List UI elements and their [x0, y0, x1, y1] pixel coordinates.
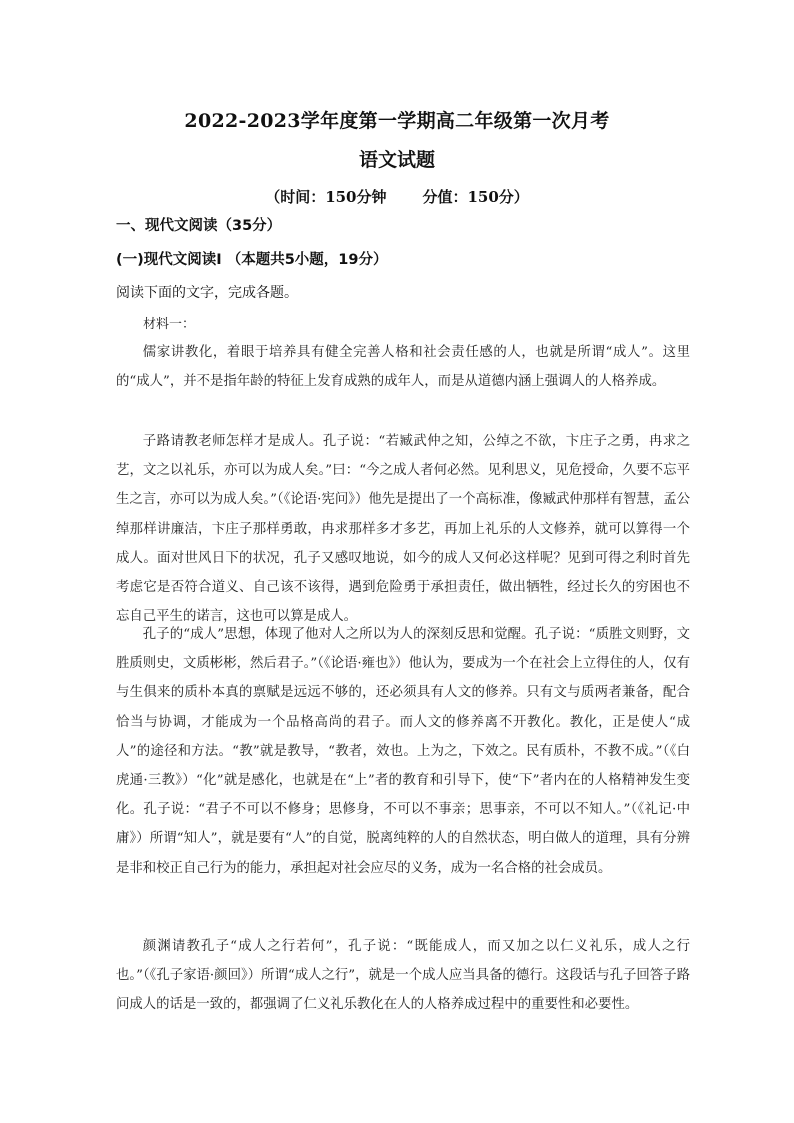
section-heading: 一、现代文阅读（35分） [116, 218, 282, 234]
reading-instruction: 阅读下面的文字，完成各题。 [116, 285, 298, 301]
material-label: 材料一： [143, 317, 196, 332]
material-paragraph: 孔子的“成人”思想，体现了他对人之所以为人的深刻反思和觉醒。孔子说：“质胜文则野，文胜质则史，文质彬彬，然后君子。”（《论语·雍也》）他认为，要成为一个在社会上立得住的人，仅有与生俱来的质朴本真的禀赋是远远不够的，还必须具有人文的修养。只有文与质两者兼备，配合恰当与协调，才能成为一个品格高尚的君子。而人文的修养离不开教化。教化，正是使人“成人”的途径和方法。“教”就是教导，“教者，效也。上为之，下效之。民有质朴，不教不成。”（《白虎通·三教》）“化”就是感化，也就是在“上”者的教育和引导下，使“下”者内在的人格精神发生变化。孔子说：“君子不可以不修身；思修身，不可以不事亲；思事亲，不可以不知人。”（《礼记·中庸》）所谓“知人”，就是要有“人”的自觉，脱离纯粹的人的自然状态，明白做人的道理，具有分辨是非和校正自己行为的能力，承担起对社会应尽的义务，成为一名合格的社会成员。 [116, 627, 690, 876]
exam-info [0, 186, 794, 207]
time-info: （时间：150分钟 [265, 188, 387, 206]
score-info: 分值：150分） [422, 188, 529, 206]
section-subheading: (一)现代文阅读Ⅰ （本题共5小题，19分） [116, 252, 388, 268]
material-paragraph: 颜渊请教孔子“成人之行若何”，孔子说：“既能成人，而又加之以仁义礼乐，成人之行也。”（《孔子家语·颜回》）所谓“成人之行”，就是一个成人应当具备的德行。这段话与孔子回答子路问成人的话是一致的，都强调了仁义礼乐教化在人的人格养成过程中的重要性和必要性。 [116, 939, 690, 1013]
material-paragraph: 子路请教老师怎样才是成人。孔子说：“若臧武仲之知，公绰之不欲，卞庄子之勇，冉求之艺，文之以礼乐，亦可以为成人矣。”曰：“今之成人者何必然。见利思义，见危授命，久要不忘平生之言，亦可以为成人矣。”（《论语·宪问》）他先是提出了一个高标准，像臧武仲那样有智慧，孟公绰那样讲廉洁，卞庄子那样勇敢，冉求那样多才多艺，再加上礼乐的人文修养，就可以算得一个成人。面对世风日下的状况，孔子又感叹地说，如今的成人又何必这样呢？见到可得之利时首先考虑它是否符合道义、自己该不该得，遇到危险勇于承担责任，做出牺牲，经过长久的穷困也不忘自己平生的诺言，这也可以算是成人。 [116, 434, 690, 625]
exam-title: 2022-2023学年度第一学期高二年级第一次月考 [184, 110, 610, 132]
material-paragraph: 儒家讲教化，着眼于培养具有健全完善人格和社会责任感的人，也就是所谓“成人”。这里的“成人”，并不是指年龄的特征上发育成熟的成年人，而是从道德内涵上强调人的人格养成。 [116, 345, 690, 390]
subject-title: 语文试题 [358, 149, 435, 171]
